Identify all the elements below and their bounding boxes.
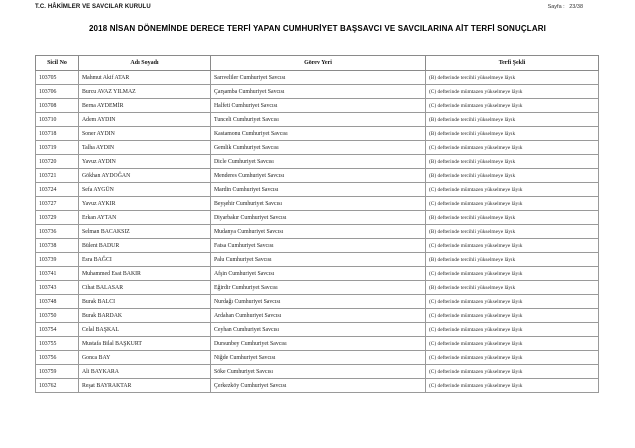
cell-adi-soyadi: Muhammed Esat BAKIR (79, 267, 211, 281)
cell-terfi-sekli: (C) defterinde mümtazen yükselmeye lâyık (426, 379, 599, 393)
cell-terfi-sekli: (C) defterinde mümtazen yükselmeye lâyık (426, 365, 599, 379)
cell-gorev-yeri: Palu Cumhuriyet Savcısı (211, 253, 426, 267)
column-header-gorev-yeri: Görev Yeri (211, 56, 426, 71)
cell-sicil-no: 103708 (36, 99, 79, 113)
cell-adi-soyadi: Celal BAŞKAL (79, 323, 211, 337)
cell-gorev-yeri: Çarşamba Cumhuriyet Savcısı (211, 85, 426, 99)
cell-gorev-yeri: Beyşehir Cumhuriyet Savcısı (211, 197, 426, 211)
cell-gorev-yeri: Tunceli Cumhuriyet Savcısı (211, 113, 426, 127)
cell-adi-soyadi: Gonca BAY (79, 351, 211, 365)
table-row (36, 281, 599, 295)
column-header-terfi-sekli: Terfi Şekli (426, 56, 599, 71)
cell-terfi-sekli: (C) defterinde mümtazen yükselmeye lâyık (426, 295, 599, 309)
cell-terfi-sekli: (B) defterinde tercihli yükselmeye lâyık (426, 113, 599, 127)
cell-gorev-yeri: Çerkezköy Cumhuriyet Savcısı (211, 379, 426, 393)
cell-sicil-no: 103738 (36, 239, 79, 253)
cell-terfi-sekli: (C) defterinde mümtazen yükselmeye lâyık (426, 183, 599, 197)
org-title: T.C. HÂKİMLER VE SAVCILAR KURULU (35, 4, 151, 10)
table-row (36, 71, 599, 85)
table-row (36, 183, 599, 197)
page-indicator (545, 4, 583, 10)
cell-sicil-no: 103718 (36, 127, 79, 141)
cell-sicil-no: 103756 (36, 351, 79, 365)
cell-gorev-yeri: Ceyhan Cumhuriyet Savcısı (211, 323, 426, 337)
cell-adi-soyadi: Ali BAYKARA (79, 365, 211, 379)
table-row (36, 365, 599, 379)
cell-adi-soyadi: Cihat BALASAR (79, 281, 211, 295)
cell-gorev-yeri: Niğde Cumhuriyet Savcısı (211, 351, 426, 365)
cell-adi-soyadi: Gökhan AYDOĞAN (79, 169, 211, 183)
cell-sicil-no: 103739 (36, 253, 79, 267)
cell-terfi-sekli: (B) defterinde tercihli yükselmeye lâyık (426, 211, 599, 225)
cell-sicil-no: 103706 (36, 85, 79, 99)
cell-adi-soyadi: Sefa AYGÜN (79, 183, 211, 197)
cell-terfi-sekli: (B) defterinde tercihli yükselmeye lâyık (426, 127, 599, 141)
cell-adi-soyadi: Bülent BADUR (79, 239, 211, 253)
cell-adi-soyadi: Burak BALCI (79, 295, 211, 309)
cell-gorev-yeri: Afşin Cumhuriyet Savcısı (211, 267, 426, 281)
cell-terfi-sekli: (B) defterinde tercihli yükselmeye lâyık (426, 71, 599, 85)
results-table-header (36, 56, 599, 71)
cell-gorev-yeri: Dicle Cumhuriyet Savcısı (211, 155, 426, 169)
results-table (35, 55, 599, 393)
table-row (36, 99, 599, 113)
cell-terfi-sekli: (C) defterinde mümtazen yükselmeye lâyık (426, 323, 599, 337)
table-row (36, 295, 599, 309)
cell-adi-soyadi: Selman BACAKSIZ (79, 225, 211, 239)
cell-terfi-sekli: (C) defterinde mümtazen yükselmeye lâyık (426, 239, 599, 253)
cell-terfi-sekli: (C) defterinde mümtazen yükselmeye lâyık (426, 351, 599, 365)
cell-gorev-yeri: Eğirdir Cumhuriyet Savcısı (211, 281, 426, 295)
cell-terfi-sekli: (B) defterinde tercihli yükselmeye lâyık (426, 225, 599, 239)
results-table-body (36, 71, 599, 393)
cell-gorev-yeri: Gemlik Cumhuriyet Savcısı (211, 141, 426, 155)
cell-terfi-sekli: (B) defterinde tercihli yükselmeye lâyık (426, 169, 599, 183)
cell-adi-soyadi: Yavuz AYKIR (79, 197, 211, 211)
cell-sicil-no: 103729 (36, 211, 79, 225)
cell-terfi-sekli: (B) defterinde tercihli yükselmeye lâyık (426, 155, 599, 169)
cell-sicil-no: 103750 (36, 309, 79, 323)
table-row (36, 169, 599, 183)
column-header-adi-soyadi: Adı Soyadı (79, 56, 211, 71)
page-number: 23/38 (569, 4, 583, 10)
cell-adi-soyadi: Burak BARDAK (79, 309, 211, 323)
cell-terfi-sekli: (C) defterinde mümtazen yükselmeye lâyık (426, 141, 599, 155)
cell-adi-soyadi: Burcu AVAZ YILMAZ (79, 85, 211, 99)
table-row (36, 85, 599, 99)
cell-adi-soyadi: Berna AYDEMİR (79, 99, 211, 113)
cell-adi-soyadi: Soner AYDIN (79, 127, 211, 141)
cell-terfi-sekli: (C) defterinde mümtazen yükselmeye lâyık (426, 309, 599, 323)
table-row (36, 141, 599, 155)
cell-terfi-sekli: (C) defterinde mümtazen yükselmeye lâyık (426, 267, 599, 281)
cell-sicil-no: 103755 (36, 337, 79, 351)
table-row (36, 267, 599, 281)
cell-gorev-yeri: Mardin Cumhuriyet Savcısı (211, 183, 426, 197)
table-row (36, 351, 599, 365)
cell-terfi-sekli: (B) defterinde tercihli yükselmeye lâyık (426, 253, 599, 267)
cell-sicil-no: 103741 (36, 267, 79, 281)
cell-gorev-yeri: Dursunbey Cumhuriyet Savcısı (211, 337, 426, 351)
cell-sicil-no: 103762 (36, 379, 79, 393)
cell-adi-soyadi: Adem AYDIN (79, 113, 211, 127)
cell-sicil-no: 103727 (36, 197, 79, 211)
cell-gorev-yeri: Ardahan Cumhuriyet Savcısı (211, 309, 426, 323)
cell-terfi-sekli: (C) defterinde mümtazen yükselmeye lâyık (426, 85, 599, 99)
cell-adi-soyadi: Yavuz AYDIN (79, 155, 211, 169)
cell-terfi-sekli: (C) defterinde mümtazen yükselmeye lâyık (426, 337, 599, 351)
page-label: Sayfa : (547, 4, 565, 10)
table-row (36, 211, 599, 225)
table-row (36, 113, 599, 127)
cell-gorev-yeri: Diyarbakır Cumhuriyet Savcısı (211, 211, 426, 225)
cell-sicil-no: 103721 (36, 169, 79, 183)
table-row (36, 337, 599, 351)
header-row (36, 56, 599, 71)
cell-adi-soyadi: Reşat BAYRAKTAR (79, 379, 211, 393)
cell-sicil-no: 103720 (36, 155, 79, 169)
cell-sicil-no: 103736 (36, 225, 79, 239)
table-row (36, 225, 599, 239)
table-row (36, 253, 599, 267)
cell-adi-soyadi: Esra BAĞCI (79, 253, 211, 267)
cell-gorev-yeri: Menderes Cumhuriyet Savcısı (211, 169, 426, 183)
table-row (36, 127, 599, 141)
table-row (36, 155, 599, 169)
cell-adi-soyadi: Mahmut Akif ATAR (79, 71, 211, 85)
table-row (36, 309, 599, 323)
column-header-sicil-no: Sicil No (36, 56, 79, 71)
cell-gorev-yeri: Kastamonu Cumhuriyet Savcısı (211, 127, 426, 141)
cell-sicil-no: 103748 (36, 295, 79, 309)
cell-gorev-yeri: Halfeti Cumhuriyet Savcısı (211, 99, 426, 113)
document-title: 2018 NİSAN DÖNEMİNDE DERECE TERFİ YAPAN CUMHURİYET BAŞSAVCI VE SAVCILARINA AİT TERFİ SONUÇLARI (88, 24, 547, 33)
cell-sicil-no: 103705 (36, 71, 79, 85)
cell-sicil-no: 103743 (36, 281, 79, 295)
cell-gorev-yeri: Söke Cumhuriyet Savcısı (211, 365, 426, 379)
cell-sicil-no: 103759 (36, 365, 79, 379)
cell-terfi-sekli: (C) defterinde mümtazen yükselmeye lâyık (426, 99, 599, 113)
cell-sicil-no: 103724 (36, 183, 79, 197)
cell-terfi-sekli: (B) defterinde tercihli yükselmeye lâyık (426, 281, 599, 295)
cell-sicil-no: 103719 (36, 141, 79, 155)
cell-adi-soyadi: Mustafa Bilal BAŞKURT (79, 337, 211, 351)
table-row (36, 379, 599, 393)
table-row (36, 323, 599, 337)
cell-sicil-no: 103754 (36, 323, 79, 337)
cell-adi-soyadi: Talha AYDIN (79, 141, 211, 155)
table-row (36, 239, 599, 253)
table-row (36, 197, 599, 211)
cell-sicil-no: 103710 (36, 113, 79, 127)
cell-gorev-yeri: Fatsa Cumhuriyet Savcısı (211, 239, 426, 253)
cell-adi-soyadi: Erkan AYTAN (79, 211, 211, 225)
cell-gorev-yeri: Nurdağı Cumhuriyet Savcısı (211, 295, 426, 309)
cell-gorev-yeri: Mudanya Cumhuriyet Savcısı (211, 225, 426, 239)
cell-gorev-yeri: Sarıveliler Cumhuriyet Savcısı (211, 71, 426, 85)
cell-terfi-sekli: (C) defterinde mümtazen yükselmeye lâyık (426, 197, 599, 211)
